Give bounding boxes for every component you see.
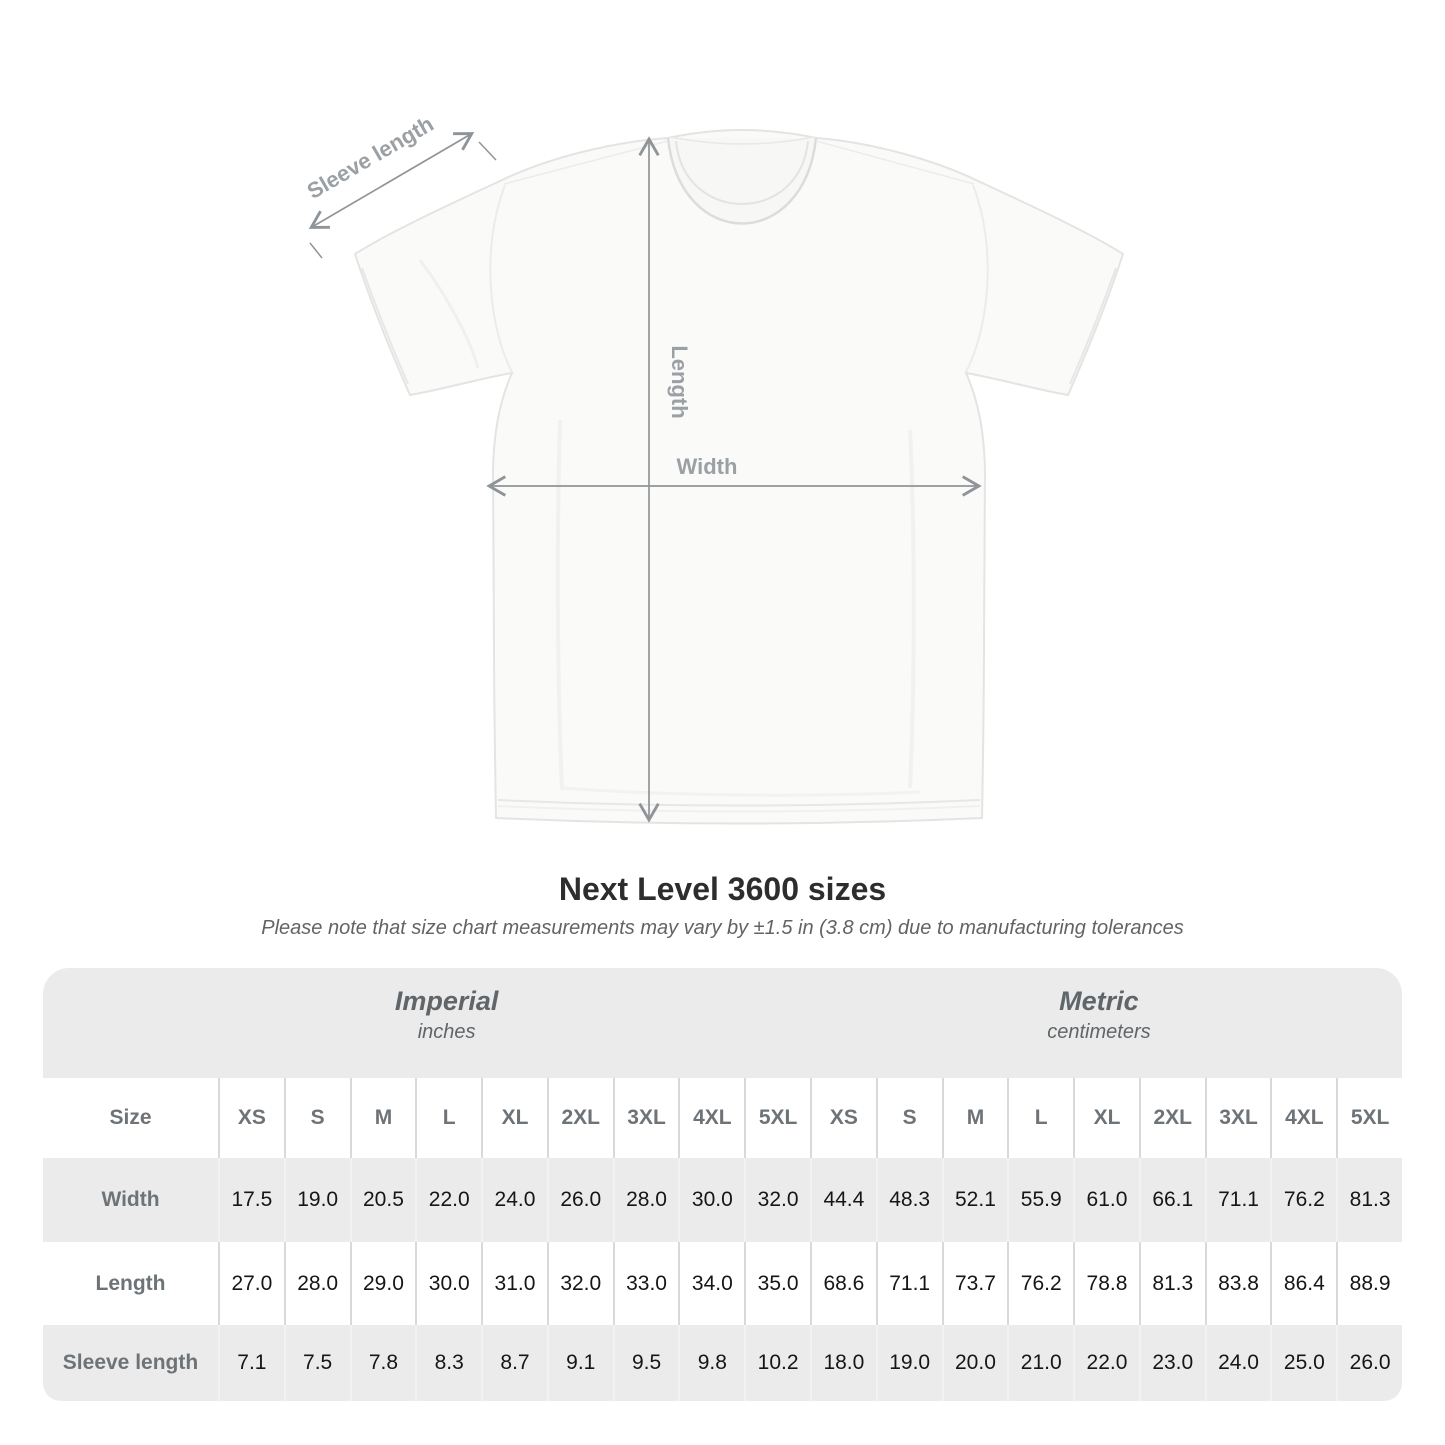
width-metric-value: 61.0	[1073, 1158, 1139, 1242]
metric-label: Metric	[1059, 986, 1139, 1016]
width-metric-value: 66.1	[1139, 1158, 1205, 1242]
sleeve-metric-value: 20.0	[942, 1325, 1008, 1401]
width-metric-value: 76.2	[1270, 1158, 1336, 1242]
sleeve-imperial-value: 7.1	[218, 1325, 284, 1401]
length-imperial-value: 28.0	[284, 1242, 350, 1325]
length-imperial-value: 34.0	[678, 1242, 744, 1325]
sleeve-length-diagram-label: Sleeve length	[302, 111, 438, 204]
length-metric-value: 88.9	[1336, 1242, 1402, 1325]
size-col-header: S	[876, 1078, 942, 1158]
length-imperial-value: 33.0	[613, 1242, 679, 1325]
sleeve-metric-value: 19.0	[876, 1325, 942, 1401]
length-metric-value: 71.1	[876, 1242, 942, 1325]
size-col-header: XS	[810, 1078, 876, 1158]
sleeve-extension-tick	[310, 243, 322, 258]
size-row-label: Size	[109, 1106, 152, 1129]
length-metric-value: 83.8	[1205, 1242, 1271, 1325]
size-col-header: M	[350, 1078, 416, 1158]
length-imperial-value: 31.0	[481, 1242, 547, 1325]
size-col-header: 5XL	[1336, 1078, 1402, 1158]
sleeve-metric-value: 22.0	[1073, 1325, 1139, 1401]
metric-unit: centimeters	[1047, 1020, 1151, 1043]
size-col-header: S	[284, 1078, 350, 1158]
width-diagram-label: Width	[676, 454, 738, 479]
length-row-label: Length	[95, 1271, 166, 1295]
width-imperial-value: 22.0	[415, 1158, 481, 1242]
size-col-header: 4XL	[678, 1078, 744, 1158]
length-metric-value: 76.2	[1007, 1242, 1073, 1325]
tshirt-illustration	[355, 130, 1123, 824]
tolerance-note: Please note that size chart measurements may vary by ±1.5 in (3.8 cm) due to manufacturing tolerances	[261, 917, 1184, 939]
length-imperial-value: 32.0	[547, 1242, 613, 1325]
imperial-unit: inches	[417, 1020, 476, 1043]
length-metric-value: 78.8	[1073, 1242, 1139, 1325]
size-header-row	[43, 1078, 1402, 1158]
width-imperial-value: 20.5	[350, 1158, 416, 1242]
sleeve-metric-value: 26.0	[1336, 1325, 1402, 1401]
sleeve-imperial-value: 10.2	[744, 1325, 810, 1401]
tshirt-outline	[355, 130, 1123, 824]
metric-group-header	[1047, 987, 1150, 1043]
width-imperial-value: 19.0	[284, 1158, 350, 1242]
sleeve-extension-tick	[479, 142, 496, 160]
imperial-group-header	[395, 987, 499, 1043]
imperial-label: Imperial	[394, 986, 499, 1016]
width-imperial-value: 32.0	[744, 1158, 810, 1242]
length-imperial-value: 30.0	[415, 1242, 481, 1325]
sleeve-imperial-value: 9.8	[678, 1325, 744, 1401]
sleeve-length-row	[43, 1325, 1402, 1401]
length-metric-value: 81.3	[1139, 1242, 1205, 1325]
width-imperial-value: 26.0	[547, 1158, 613, 1242]
width-metric-value: 48.3	[876, 1158, 942, 1242]
width-metric-value: 81.3	[1336, 1158, 1402, 1242]
sleeve-imperial-value: 7.8	[350, 1325, 416, 1401]
sleeve-imperial-value: 8.3	[415, 1325, 481, 1401]
size-col-header: 2XL	[1139, 1078, 1205, 1158]
sleeve-imperial-value: 9.1	[547, 1325, 613, 1401]
width-metric-value: 71.1	[1205, 1158, 1271, 1242]
width-imperial-value: 30.0	[678, 1158, 744, 1242]
size-col-header: L	[415, 1078, 481, 1158]
width-metric-value: 44.4	[810, 1158, 876, 1242]
length-metric-value: 86.4	[1270, 1242, 1336, 1325]
width-imperial-value: 28.0	[613, 1158, 679, 1242]
unit-system-band	[43, 968, 1402, 1078]
sleeve-metric-value: 18.0	[810, 1325, 876, 1401]
size-table	[43, 968, 1402, 1401]
size-col-header: 5XL	[744, 1078, 810, 1158]
length-imperial-value: 35.0	[744, 1242, 810, 1325]
page-title: Next Level 3600 sizes	[558, 871, 887, 907]
size-col-header: 2XL	[547, 1078, 613, 1158]
width-row	[43, 1158, 1402, 1242]
sleeve-metric-value: 25.0	[1270, 1325, 1336, 1401]
sleeve-metric-value: 21.0	[1007, 1325, 1073, 1401]
size-col-header: XL	[1073, 1078, 1139, 1158]
length-metric-value: 73.7	[942, 1242, 1008, 1325]
width-metric-value: 52.1	[942, 1158, 1008, 1242]
size-col-header: 4XL	[1270, 1078, 1336, 1158]
size-col-header: 3XL	[1205, 1078, 1271, 1158]
sleeve-imperial-value: 7.5	[284, 1325, 350, 1401]
sleeve-metric-value: 24.0	[1205, 1325, 1271, 1401]
length-metric-value: 68.6	[810, 1242, 876, 1325]
size-col-header: XS	[218, 1078, 284, 1158]
width-row-label: Width	[101, 1188, 160, 1211]
sleeve-imperial-value: 9.5	[613, 1325, 679, 1401]
width-imperial-value: 24.0	[481, 1158, 547, 1242]
width-imperial-value: 17.5	[218, 1158, 284, 1242]
sleeve-metric-value: 23.0	[1139, 1325, 1205, 1401]
length-row	[43, 1242, 1402, 1325]
size-col-header: L	[1007, 1078, 1073, 1158]
length-imperial-value: 29.0	[350, 1242, 416, 1325]
size-col-header: XL	[481, 1078, 547, 1158]
size-col-header: 3XL	[613, 1078, 679, 1158]
length-imperial-value: 27.0	[218, 1242, 284, 1325]
sleeve-imperial-value: 8.7	[481, 1325, 547, 1401]
sleeve-length-row-label: Sleeve length	[62, 1351, 199, 1374]
width-metric-value: 55.9	[1007, 1158, 1073, 1242]
length-diagram-label: Length	[667, 345, 692, 419]
size-col-header: M	[942, 1078, 1008, 1158]
